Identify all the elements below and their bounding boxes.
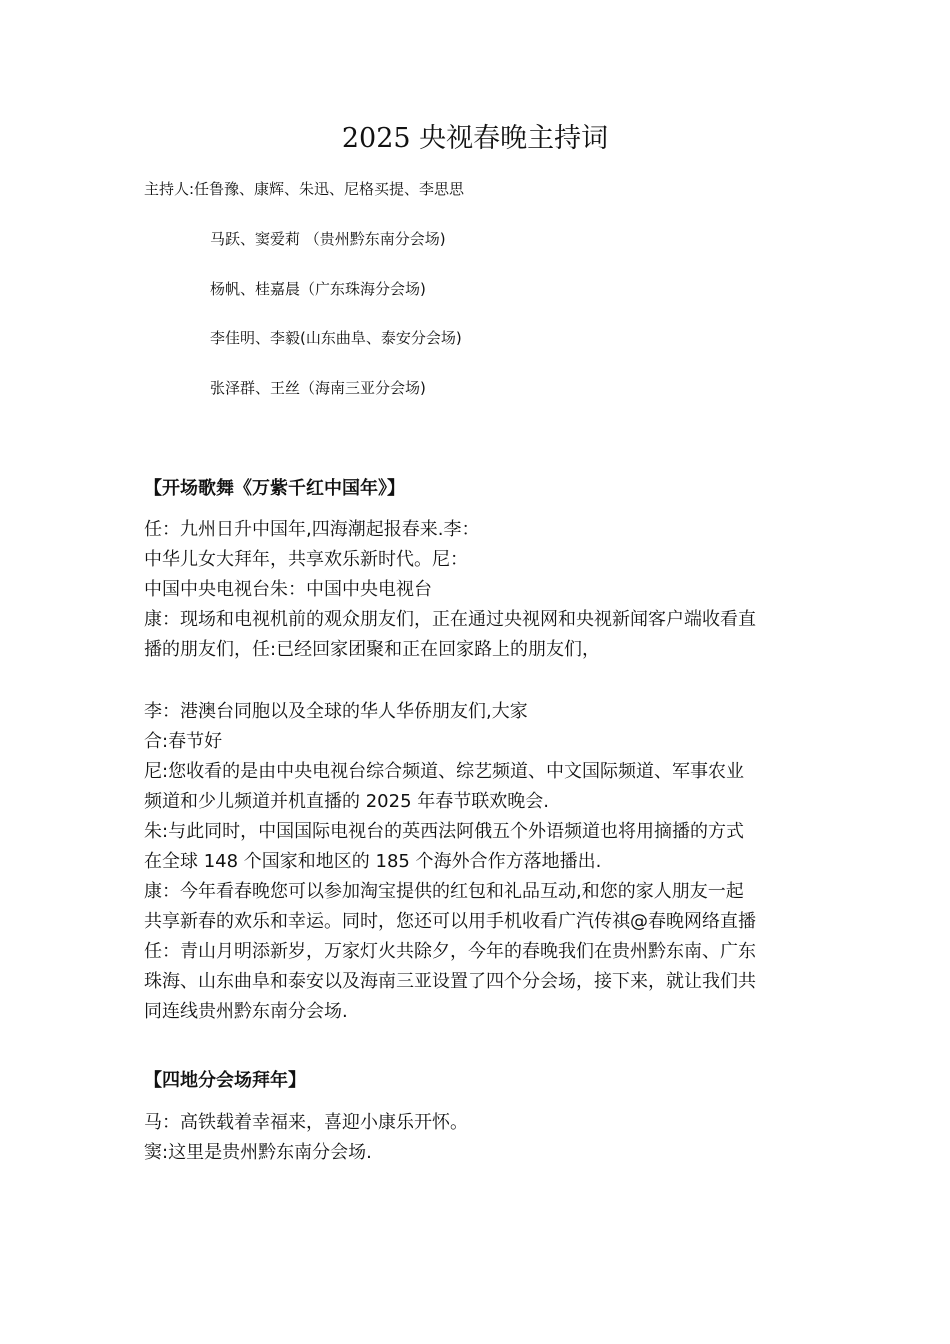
script-line: 合:春节好 (144, 731, 223, 752)
script-line: 中国中央电视台朱：中国中央电视台 (144, 579, 432, 600)
section-heading-venues: 【四地分会场拜年】 (144, 1070, 306, 1091)
script-line: 窦:这里是贵州黔东南分会场. (144, 1142, 372, 1163)
script-block-opening (144, 515, 814, 665)
script-line: 频道和少儿频道并机直播的 2025 年春节联欢晚会. (144, 791, 549, 812)
venue-line: 马跃、窦爱莉 （贵州黔东南分会场) (210, 230, 446, 248)
script-line: 共享新春的欢乐和幸运。同时，您还可以用手机收看广汽传祺@春晚网络直播 (144, 911, 756, 932)
script-line: 珠海、山东曲阜和泰安以及海南三亚设置了四个分会场，接下来，就让我们共 (144, 971, 756, 992)
venue-line: 李佳明、李毅(山东曲阜、泰安分会场) (210, 329, 462, 347)
document-title: 2025 央视春晚主持词 (341, 123, 609, 154)
script-line: 李：港澳台同胞以及全球的华人华侨朋友们,大家 (144, 701, 528, 722)
script-line: 康：现场和电视机前的观众朋友们，正在通过央视网和央视新闻客户端收看直 (144, 609, 756, 630)
section-heading-opening: 【开场歌舞《万紫千红中国年》】 (144, 478, 405, 499)
venue-line: 杨帆、桂嘉晨（广东珠海分会场) (210, 280, 426, 298)
script-line: 马：高铁载着幸福来，喜迎小康乐开怀。 (144, 1112, 468, 1133)
script-line: 任：九州日升中国年,四海潮起报春来.李： (144, 519, 480, 540)
script-line: 尼:您收看的是由中央电视台综合频道、综艺频道、中文国际频道、军事农业 (144, 761, 745, 782)
script-line: 同连线贵州黔东南分会场. (144, 1001, 348, 1022)
script-line: 任：青山月明添新岁，万家灯火共除夕，今年的春晚我们在贵州黔东南、广东 (144, 941, 756, 962)
script-line: 朱:与此同时，中国国际电视台的英西法阿俄五个外语频道也将用摘播的方式 (144, 821, 745, 842)
script-line: 播的朋友们，任:已经回家团聚和正在回家路上的朋友们， (144, 639, 601, 660)
script-block-venues (144, 1108, 814, 1168)
script-block-greetings (144, 697, 814, 1027)
hosts-line: 主持人:任鲁豫、康辉、朱迅、尼格买提、李思思 (144, 180, 465, 198)
script-line: 在全球 148 个国家和地区的 185 个海外合作方落地播出. (144, 851, 602, 872)
script-line: 中华儿女大拜年，共享欢乐新时代。尼： (144, 549, 468, 570)
script-line: 康：今年看春晚您可以参加淘宝提供的红包和礼品互动,和您的家人朋友一起 (144, 881, 744, 902)
venue-line: 张泽群、王丝（海南三亚分会场) (210, 379, 426, 397)
